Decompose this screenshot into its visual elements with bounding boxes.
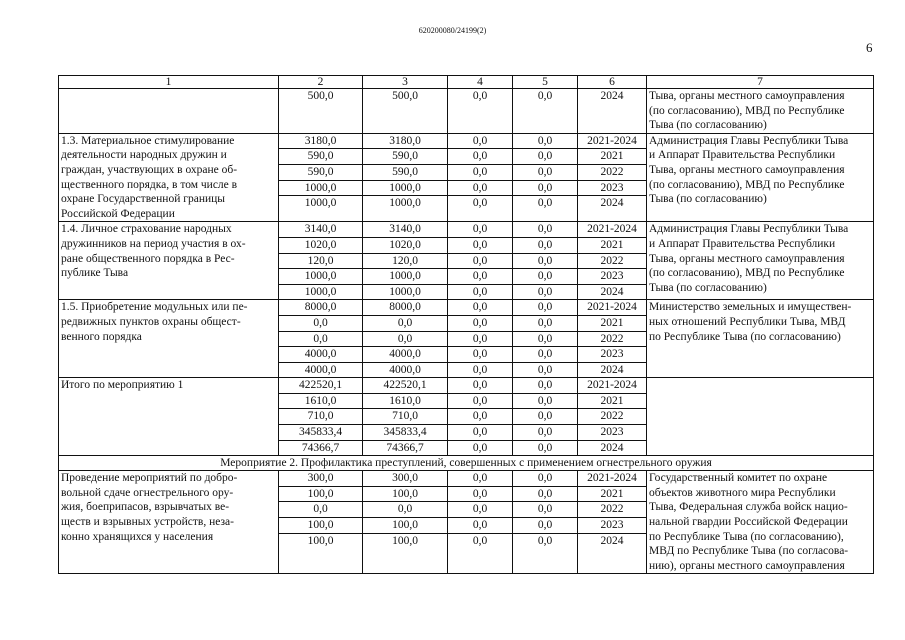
responsible-line: и Аппарат Правительства Республики: [649, 149, 836, 162]
year-value: 2023: [578, 517, 646, 533]
table-row: [59, 378, 874, 456]
amount-value: 300,0: [392, 472, 418, 485]
amount-value: 0,0: [537, 472, 553, 485]
amount-value: 0,0: [448, 517, 512, 533]
year-value: 2023: [578, 346, 646, 362]
amount-value: 0,0: [448, 533, 512, 549]
amount-value: 0,0: [537, 134, 553, 147]
responsible-line: Государственный комитет по охране: [649, 472, 828, 485]
year-cell: [578, 222, 647, 300]
amount-value: 0,0: [448, 331, 512, 347]
amount-value: 1610,0: [279, 393, 362, 409]
amount-value: 74366,7: [363, 440, 447, 456]
amount-value: 0,0: [513, 440, 577, 456]
measure-name-cell: [59, 300, 279, 378]
amount-value: 0,0: [513, 180, 577, 196]
year-value: 2021-2024: [587, 379, 637, 392]
amount-value: 590,0: [279, 164, 362, 180]
year-cell: [578, 133, 647, 222]
amount-value: 100,0: [363, 517, 447, 533]
amount-value: 4000,0: [363, 362, 447, 378]
year-value: 2021-2024: [587, 301, 637, 314]
measure-name-line: Итого по мероприятию 1: [61, 379, 184, 392]
responsible-line: Тыва (по согласованию): [649, 119, 767, 132]
document-id: 620200080/24199(2): [418, 26, 487, 35]
amount-value: 0,0: [472, 134, 488, 147]
year-value: 2024: [578, 284, 646, 300]
year-value: 2024: [578, 195, 646, 211]
responsible-line: Тыва, органы местного самоуправления: [649, 252, 845, 265]
year-value: 2023: [578, 180, 646, 196]
amount-value: 0,0: [513, 331, 577, 347]
amount-value: 0,0: [513, 253, 577, 269]
measure-name-line: жия, боеприпасов, взрывчатых ве-: [61, 501, 230, 514]
responsible-line: объектов животного мира Республики: [649, 486, 836, 499]
amount-value: 0,0: [448, 346, 512, 362]
responsible-line: и Аппарат Правительства Республики: [649, 237, 836, 250]
year-value: 2024: [600, 90, 624, 102]
measure-name-line: 1.4. Личное страхование народных: [61, 223, 232, 236]
header-cell: 6: [578, 76, 647, 89]
amount-value: 710,0: [363, 408, 447, 424]
header-cell: 1: [59, 76, 279, 89]
amount-cell: [448, 222, 513, 300]
amount-value: 0,0: [472, 472, 488, 485]
header-cell: 7: [647, 76, 874, 89]
amount-value: 1000,0: [363, 195, 447, 211]
amount-value: 0,0: [537, 301, 553, 314]
amount-value: 120,0: [363, 253, 447, 269]
amount-cell: [513, 471, 578, 574]
year-cell: [578, 378, 647, 456]
amount-value: 0,0: [448, 486, 512, 502]
year-value: 2021-2024: [587, 134, 637, 147]
amount-value: 4000,0: [363, 346, 447, 362]
amount-value: 500,0: [392, 90, 418, 102]
amount-value: 4000,0: [279, 362, 362, 378]
responsible-line: (по согласованию), МВД по Республике: [649, 178, 845, 191]
responsible-cell: [647, 471, 874, 574]
responsible-cell: [647, 89, 874, 134]
responsible-line: Тыва (по согласованию): [649, 281, 767, 294]
program-table: [58, 75, 874, 574]
amount-value: 3140,0: [389, 223, 421, 236]
amount-cell: [448, 471, 513, 574]
amount-cell: [363, 300, 448, 378]
measure-name-line: публике Тыва: [61, 267, 129, 280]
responsible-line: Администрация Главы Республики Тыва: [649, 134, 849, 147]
amount-cell: [279, 133, 363, 222]
measure-name-line: Проведение мероприятий по добро-: [61, 472, 238, 485]
amount-cell: [513, 300, 578, 378]
amount-value: 0,0: [448, 362, 512, 378]
measure-name-line: венного порядка: [61, 330, 142, 343]
amount-value: 0,0: [363, 501, 447, 517]
measure-name-line: 1.5. Приобретение модульных или пе-: [61, 301, 248, 314]
year-value: 2021: [578, 315, 646, 331]
amount-cell: [448, 89, 513, 134]
amount-value: 0,0: [448, 440, 512, 456]
amount-cell: [448, 300, 513, 378]
amount-value: 0,0: [513, 501, 577, 517]
amount-value: 0,0: [448, 393, 512, 409]
section-title: Мероприятие 2. Профилактика преступлений, совершенных с применением огнестрельного оружия: [59, 456, 874, 471]
amount-value: 0,0: [448, 148, 512, 164]
amount-value: 0,0: [513, 148, 577, 164]
header-row: [59, 76, 874, 89]
responsible-line: Администрация Главы Республики Тыва: [649, 223, 849, 236]
responsible-line: (по согласованию), МВД по Республике: [649, 104, 845, 117]
year-value: 2024: [578, 362, 646, 378]
amount-value: 3180,0: [389, 134, 421, 147]
responsible-line: Тыва (по согласованию): [649, 193, 767, 206]
year-value: 2021: [578, 148, 646, 164]
amount-cell: [363, 222, 448, 300]
amount-value: 0,0: [363, 315, 447, 331]
measure-name-line: дружинников на период участия в ох-: [61, 237, 246, 250]
amount-value: 1000,0: [279, 195, 362, 211]
year-cell: [578, 89, 647, 134]
responsible-line: нию), органы местного самоуправления: [649, 559, 845, 572]
amount-value: 1000,0: [363, 268, 447, 284]
amount-value: 0,0: [448, 195, 512, 211]
amount-value: 345833,4: [363, 424, 447, 440]
amount-cell: [513, 133, 578, 222]
amount-value: 0,0: [363, 331, 447, 347]
amount-value: 1000,0: [363, 180, 447, 196]
amount-value: 0,0: [513, 346, 577, 362]
year-cell: [578, 471, 647, 574]
amount-value: 422520,1: [298, 379, 343, 392]
year-value: 2021-2024: [587, 223, 637, 236]
amount-cell: [363, 378, 448, 456]
amount-value: 590,0: [363, 148, 447, 164]
page-number: 6: [866, 40, 873, 55]
amount-value: 0,0: [472, 90, 488, 102]
amount-value: 0,0: [537, 223, 553, 236]
amount-cell: [363, 133, 448, 222]
responsible-line: ных отношений Республики Тыва, МВД: [649, 315, 846, 328]
amount-value: 0,0: [472, 223, 488, 236]
year-value: 2024: [578, 440, 646, 456]
measure-name-line: ране общественного порядка в Рес-: [61, 252, 235, 265]
amount-value: 0,0: [513, 237, 577, 253]
table-body: [59, 76, 874, 574]
measure-name-line: Российской Федерации: [61, 207, 175, 220]
year-cell: [578, 300, 647, 378]
amount-value: 0,0: [448, 284, 512, 300]
amount-value: 0,0: [513, 195, 577, 211]
amount-value: 0,0: [537, 90, 553, 102]
year-value: 2021: [578, 393, 646, 409]
amount-value: 300,0: [307, 472, 334, 485]
amount-cell: [279, 89, 363, 134]
amount-value: 422520,1: [383, 379, 427, 392]
year-value: 2022: [578, 408, 646, 424]
amount-value: 120,0: [279, 253, 362, 269]
amount-value: 0,0: [279, 315, 362, 331]
amount-value: 0,0: [448, 180, 512, 196]
responsible-line: Тыва, органы местного самоуправления: [649, 163, 845, 176]
year-value: 2021: [578, 486, 646, 502]
section-row: [59, 456, 874, 471]
measure-name-cell: [59, 89, 279, 134]
amount-value: 0,0: [448, 164, 512, 180]
amount-value: 1000,0: [279, 284, 362, 300]
amount-value: 0,0: [448, 501, 512, 517]
measure-name-line: охране Государственной границы: [61, 193, 226, 206]
amount-value: 590,0: [363, 164, 447, 180]
amount-value: 1020,0: [363, 237, 447, 253]
amount-value: 0,0: [513, 486, 577, 502]
measure-name-line: деятельности народных дружин и: [61, 149, 227, 162]
amount-value: 100,0: [279, 533, 362, 549]
amount-value: 0,0: [448, 408, 512, 424]
measure-name-line: ществ и взрывных устройств, неза-: [61, 516, 234, 529]
amount-value: 1000,0: [279, 180, 362, 196]
amount-value: 1000,0: [279, 268, 362, 284]
measure-name-line: редвижных пунктов охраны общест-: [61, 315, 241, 328]
amount-value: 0,0: [448, 253, 512, 269]
amount-value: 100,0: [363, 533, 447, 549]
year-value: 2023: [578, 424, 646, 440]
amount-value: 0,0: [448, 268, 512, 284]
amount-cell: [279, 471, 363, 574]
amount-value: 0,0: [513, 268, 577, 284]
amount-value: 0,0: [448, 237, 512, 253]
amount-value: 8000,0: [304, 301, 337, 314]
responsible-cell: [647, 378, 874, 456]
year-value: 2021: [578, 237, 646, 253]
amount-value: 0,0: [472, 301, 488, 314]
amount-value: 0,0: [513, 362, 577, 378]
responsible-line: нальной гвардии Российской Федерации: [649, 516, 848, 529]
amount-value: 100,0: [279, 486, 362, 502]
amount-value: 4000,0: [279, 346, 362, 362]
amount-value: 590,0: [279, 148, 362, 164]
amount-value: 100,0: [363, 486, 447, 502]
amount-value: 0,0: [513, 517, 577, 533]
amount-cell: [513, 378, 578, 456]
amount-value: 0,0: [513, 533, 577, 549]
table-row: [59, 471, 874, 574]
amount-value: 8000,0: [389, 301, 421, 314]
year-value: 2022: [578, 501, 646, 517]
measure-name-cell: [59, 133, 279, 222]
measure-name-cell: [59, 222, 279, 300]
responsible-line: МВД по Республике Тыва (по согласова-: [649, 545, 849, 558]
amount-value: 0,0: [448, 315, 512, 331]
amount-value: 345833,4: [279, 424, 362, 440]
year-value: 2023: [578, 268, 646, 284]
amount-cell: [279, 222, 363, 300]
amount-value: 1000,0: [363, 284, 447, 300]
amount-cell: [448, 378, 513, 456]
measure-name-cell: [59, 471, 279, 574]
amount-cell: [448, 133, 513, 222]
amount-value: 0,0: [513, 315, 577, 331]
responsible-line: по Республике Тыва (по согласованию): [649, 330, 841, 343]
table-row: [59, 89, 874, 134]
amount-value: 0,0: [472, 379, 488, 392]
header-cell: 3: [363, 76, 448, 89]
measure-name-line: граждан, участвующих в охране об-: [61, 163, 238, 176]
amount-value: 3140,0: [304, 223, 337, 236]
amount-cell: [363, 89, 448, 134]
amount-value: 1020,0: [279, 237, 362, 253]
header-cell: 2: [279, 76, 363, 89]
amount-value: 3180,0: [304, 134, 337, 147]
amount-value: 1610,0: [363, 393, 447, 409]
responsible-line: по Республике Тыва (по согласованию),: [649, 530, 844, 543]
measure-name-line: щественного порядка, в том числе в: [61, 178, 238, 191]
table-row: [59, 300, 874, 378]
amount-value: 0,0: [513, 424, 577, 440]
amount-cell: [513, 222, 578, 300]
amount-value: 0,0: [279, 501, 362, 517]
table-row: [59, 133, 874, 222]
responsible-cell: [647, 222, 874, 300]
responsible-line: Тыва, органы местного самоуправления: [649, 90, 845, 102]
year-value: 2021-2024: [587, 472, 637, 485]
amount-value: 710,0: [279, 408, 362, 424]
year-value: 2022: [578, 331, 646, 347]
amount-value: 100,0: [279, 517, 362, 533]
amount-value: 0,0: [279, 331, 362, 347]
amount-value: 500,0: [307, 90, 334, 102]
responsible-line: Министерство земельных и имуществен-: [649, 301, 852, 314]
amount-value: 0,0: [513, 393, 577, 409]
amount-value: 0,0: [448, 424, 512, 440]
amount-value: 0,0: [513, 164, 577, 180]
amount-cell: [279, 378, 363, 456]
amount-cell: [363, 471, 448, 574]
measure-name-cell: [59, 378, 279, 456]
amount-value: 0,0: [513, 284, 577, 300]
amount-value: 74366,7: [279, 440, 362, 456]
responsible-line: Тыва, Федеральная служба войск нацио-: [649, 501, 848, 514]
amount-cell: [513, 89, 578, 134]
measure-name-line: конно хранящихся у населения: [61, 530, 214, 543]
header-cell: 5: [513, 76, 578, 89]
responsible-cell: [647, 133, 874, 222]
responsible-cell: [647, 300, 874, 378]
measure-name-line: 1.3. Материальное стимулирование: [61, 134, 235, 147]
year-value: 2024: [578, 533, 646, 549]
year-value: 2022: [578, 164, 646, 180]
responsible-line: (по согласованию), МВД по Республике: [649, 267, 845, 280]
header-cell: 4: [448, 76, 513, 89]
measure-name-line: вольной сдаче огнестрельного ору-: [61, 486, 234, 499]
amount-value: 0,0: [537, 379, 553, 392]
amount-value: 0,0: [513, 408, 577, 424]
table-row: [59, 222, 874, 300]
amount-cell: [279, 300, 363, 378]
year-value: 2022: [578, 253, 646, 269]
